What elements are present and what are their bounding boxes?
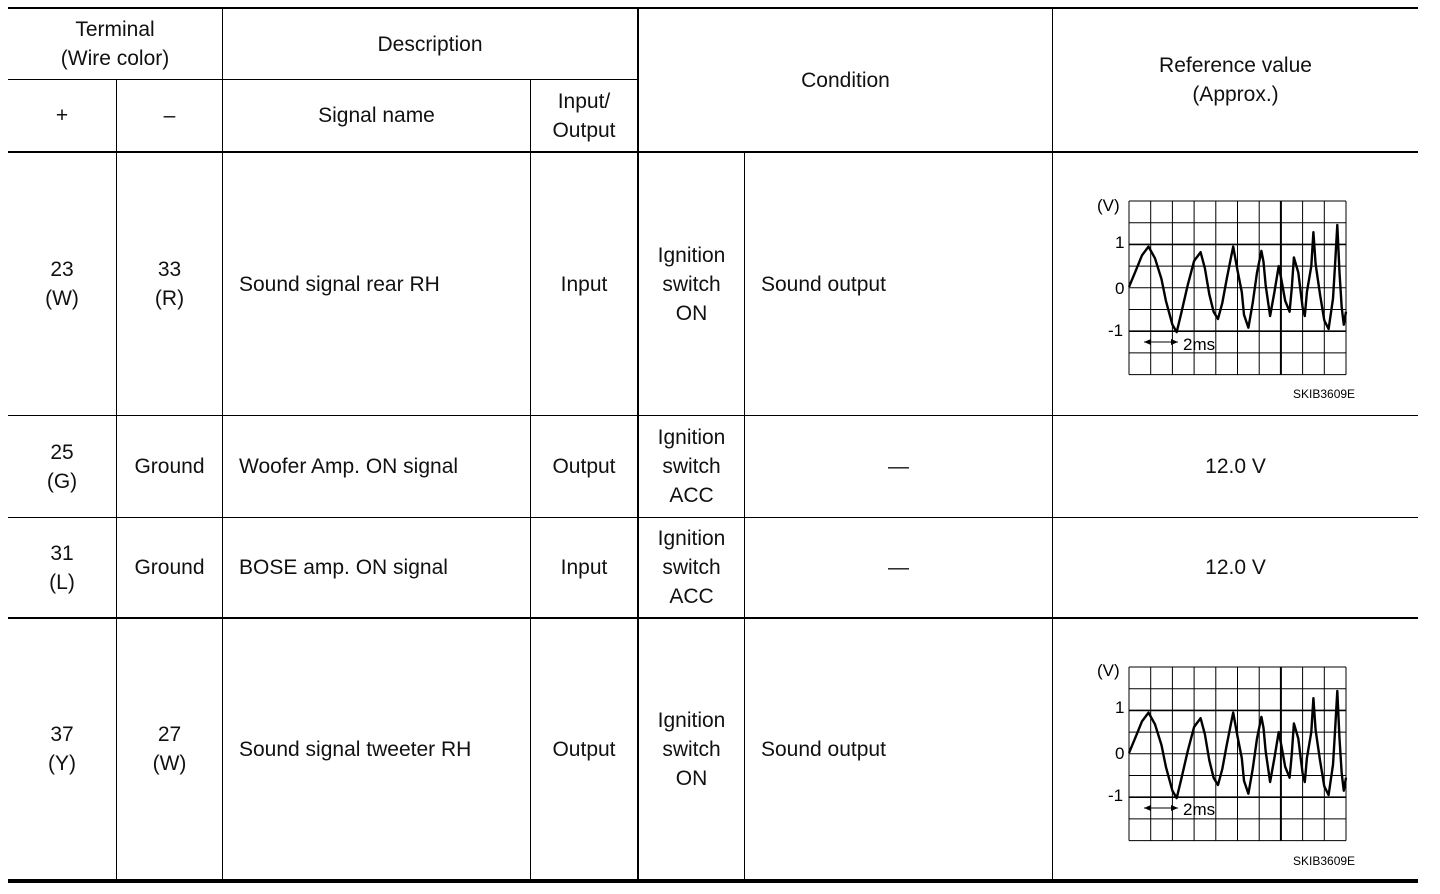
row-2-signal-name: Woofer Amp. ON signal xyxy=(239,455,459,478)
row-1-signal-name: Sound signal rear RH xyxy=(239,272,440,296)
header-plus: + xyxy=(55,104,69,127)
row-3-ignition-switch: Ignition switch ACC xyxy=(657,527,726,608)
waveform-tick-negative: -1 xyxy=(1108,786,1124,805)
row-4-waveform-reference xyxy=(1053,619,1418,879)
row-2-plus-terminal: 25 (G) xyxy=(46,440,78,493)
header-minus: – xyxy=(163,104,176,127)
figure-code: SKIB3609E xyxy=(1293,387,1356,401)
waveform-time-division: 2ms xyxy=(1183,800,1216,819)
row-4-input-output: Output xyxy=(552,737,616,761)
row-2-input-output: Output xyxy=(552,455,616,478)
row-2-condition: — xyxy=(888,455,909,478)
row-4-plus-terminal: 37 (Y) xyxy=(48,723,76,775)
row-2-ignition-switch: Ignition switch ACC xyxy=(657,426,726,507)
row-4-signal-name: Sound signal tweeter RH xyxy=(239,737,472,761)
header-input-output: Input/ Output xyxy=(552,89,616,142)
figure-code: SKIB3609E xyxy=(1293,854,1356,868)
waveform-tick-negative: -1 xyxy=(1108,321,1124,340)
row-3-signal-name: BOSE amp. ON signal xyxy=(239,556,448,579)
row-3-plus-terminal: 31 (L) xyxy=(49,541,75,594)
time-arrow-left-head xyxy=(1144,339,1151,345)
row-1-minus-terminal: 33 (R) xyxy=(154,258,185,310)
waveform-time-division: 2ms xyxy=(1183,335,1216,354)
row-3-input-output: Input xyxy=(560,556,608,579)
waveform-tick-zero: 0 xyxy=(1115,279,1125,298)
row-4-ignition-switch: Ignition switch ON xyxy=(657,708,726,790)
row-3-minus-terminal: Ground xyxy=(134,556,205,579)
waveform-grid xyxy=(1129,201,1346,375)
row-1-ignition-switch: Ignition switch ON xyxy=(657,243,726,325)
row-2-reference-value: 12.0 V xyxy=(1205,455,1266,478)
row-3-condition: — xyxy=(888,556,909,579)
header-signal-name: Signal name xyxy=(318,104,435,127)
row-1-condition: Sound output xyxy=(761,272,886,296)
header-reference-value: Reference value (Approx.) xyxy=(1159,54,1312,106)
row-2-minus-terminal: Ground xyxy=(134,455,205,478)
waveform-tick-zero: 0 xyxy=(1115,744,1125,763)
row-3-reference-value: 12.0 V xyxy=(1205,556,1266,579)
row-1-plus-terminal: 23 (W) xyxy=(45,258,79,310)
table-bottom-border xyxy=(8,879,1418,883)
header-terminal: Terminal (Wire color) xyxy=(60,18,170,70)
waveform-grid xyxy=(1129,667,1346,841)
header-description: Description xyxy=(377,32,483,56)
time-arrow-left-head xyxy=(1144,805,1151,811)
waveform-unit-label: (V) xyxy=(1097,661,1120,680)
row-1-input-output: Input xyxy=(560,272,608,296)
row-1-waveform-reference xyxy=(1053,153,1418,415)
row-4-minus-terminal: 27 (W) xyxy=(152,723,187,775)
header-condition: Condition xyxy=(801,68,890,92)
waveform-tick-positive: 1 xyxy=(1115,698,1125,717)
time-arrow-right-head xyxy=(1171,339,1178,345)
waveform-unit-label: (V) xyxy=(1097,196,1120,215)
row-4-condition: Sound output xyxy=(761,737,886,761)
waveform-tick-positive: 1 xyxy=(1115,233,1125,252)
time-arrow-right-head xyxy=(1171,805,1178,811)
